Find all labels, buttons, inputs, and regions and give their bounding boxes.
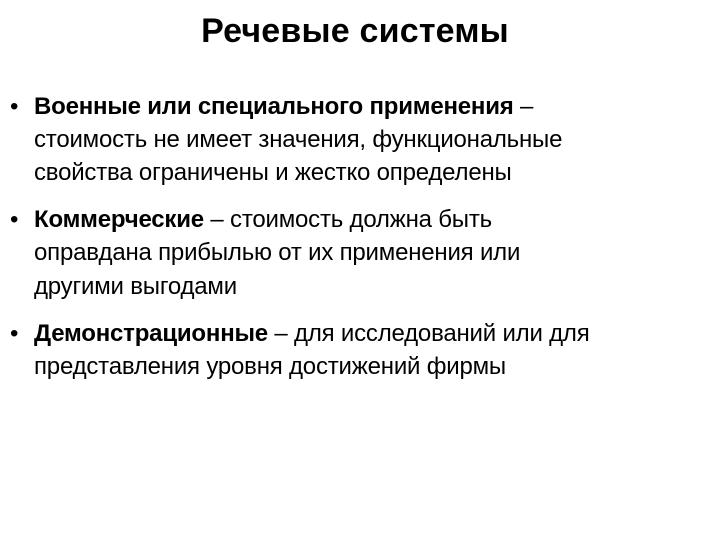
bullet-marker: • — [10, 319, 19, 347]
bullet-marker: • — [10, 93, 19, 120]
bullet-text: – для исследований или для — [267, 319, 590, 347]
bullet-text: – стоимость должна быть — [203, 206, 492, 234]
bullet-line — [34, 90, 720, 123]
bullet-text: – — [513, 93, 534, 120]
bullet-item-commercial — [10, 203, 720, 302]
bullet-term: Демонстрационные — [34, 319, 268, 347]
bullet-line: стоимость не имеет значения, функциональные — [34, 126, 563, 154]
bullet-item-demo — [10, 317, 720, 383]
bullet-line: представления уровня достижений фирмы — [34, 352, 506, 380]
bullet-line: оправдана прибылью от их применения или — [34, 239, 521, 267]
bullet-list — [10, 90, 720, 397]
bullet-line — [34, 317, 720, 350]
bullet-line: свойства ограничены и жестко определены — [34, 159, 512, 187]
bullet-line: другими выгодами — [34, 272, 237, 300]
bullet-line — [34, 203, 720, 236]
bullet-marker: • — [10, 206, 19, 234]
slide-title: Речевые системы — [201, 12, 509, 50]
bullet-term: Военные или специального применения — [34, 93, 514, 120]
bullet-term: Коммерческие — [34, 206, 204, 234]
bullet-item-military — [10, 90, 720, 189]
